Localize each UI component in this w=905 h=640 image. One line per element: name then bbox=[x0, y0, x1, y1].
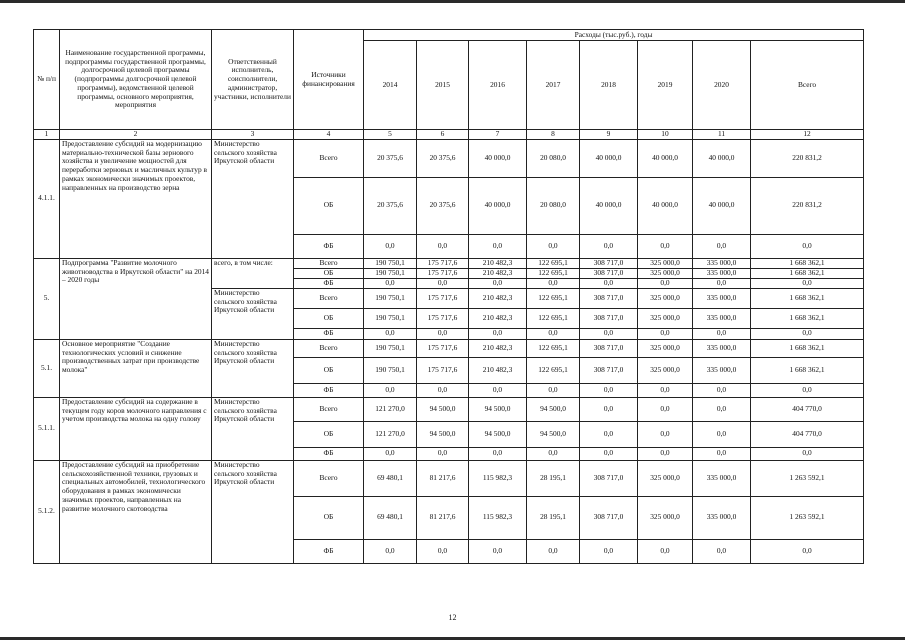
column-number: 10 bbox=[638, 130, 693, 140]
source-cell: ОБ bbox=[294, 268, 364, 278]
year-value-cell: 0,0 bbox=[693, 397, 751, 421]
year-value-cell: 0,0 bbox=[417, 539, 469, 563]
year-value-cell: 308 717,0 bbox=[580, 258, 638, 268]
table-row bbox=[34, 460, 864, 496]
year-value-cell: 121 270,0 bbox=[364, 421, 417, 447]
year-value-cell: 325 000,0 bbox=[638, 460, 693, 496]
year-value-cell: 94 500,0 bbox=[469, 421, 527, 447]
year-value-cell: 0,0 bbox=[417, 278, 469, 288]
total-value-cell: 1 668 362,1 bbox=[751, 357, 864, 383]
year-value-cell: 0,0 bbox=[638, 234, 693, 258]
year-value-cell: 0,0 bbox=[638, 328, 693, 339]
year-value-cell: 94 500,0 bbox=[527, 421, 580, 447]
total-value-cell: 0,0 bbox=[751, 278, 864, 288]
source-cell: ФБ bbox=[294, 447, 364, 460]
year-value-cell: 0,0 bbox=[417, 447, 469, 460]
year-value-cell: 308 717,0 bbox=[580, 288, 638, 308]
year-value-cell: 0,0 bbox=[469, 539, 527, 563]
total-value-cell: 1 263 592,1 bbox=[751, 496, 864, 539]
year-value-cell: 0,0 bbox=[469, 447, 527, 460]
source-cell: ОБ bbox=[294, 421, 364, 447]
total-value-cell: 1 668 362,1 bbox=[751, 268, 864, 278]
row-number-cell: 4.1.1. bbox=[34, 139, 60, 258]
scan-edge-top bbox=[0, 0, 905, 3]
year-value-cell: 28 195,1 bbox=[527, 496, 580, 539]
year-value-cell: 335 000,0 bbox=[693, 308, 751, 328]
total-value-cell: 404 770,0 bbox=[751, 421, 864, 447]
year-value-cell: 115 982,3 bbox=[469, 460, 527, 496]
row-responsible-cell: Министерство сельского хозяйства Иркутской области bbox=[212, 339, 294, 397]
year-value-cell: 0,0 bbox=[580, 383, 638, 397]
column-number: 6 bbox=[417, 130, 469, 140]
source-cell: ОБ bbox=[294, 308, 364, 328]
total-value-cell: 0,0 bbox=[751, 234, 864, 258]
year-value-cell: 69 480,1 bbox=[364, 496, 417, 539]
year-value-cell: 20 375,6 bbox=[364, 177, 417, 234]
row-name-cell: Основное мероприятие "Создание технологических условий и снижение производственных затрат при производстве молока" bbox=[60, 339, 212, 397]
year-value-cell: 335 000,0 bbox=[693, 268, 751, 278]
year-value-cell: 20 080,0 bbox=[527, 139, 580, 177]
row-responsible-cell: всего, в том числе: bbox=[212, 258, 294, 288]
total-value-cell: 1 668 362,1 bbox=[751, 258, 864, 268]
year-value-cell: 175 717,6 bbox=[417, 308, 469, 328]
header-year: 2019 bbox=[638, 41, 693, 130]
year-value-cell: 210 482,3 bbox=[469, 357, 527, 383]
year-value-cell: 28 195,1 bbox=[527, 460, 580, 496]
year-value-cell: 0,0 bbox=[638, 421, 693, 447]
source-cell: Всего bbox=[294, 288, 364, 308]
year-value-cell: 81 217,6 bbox=[417, 496, 469, 539]
year-value-cell: 335 000,0 bbox=[693, 357, 751, 383]
header-name: Наименование государственной программы, подпрограммы государственной программы, долгосрочной целевой программы (подпрограммы долгосрочной целевой программы), ведомственной целевой программы, основного мероприятия, мероприятия bbox=[60, 30, 212, 130]
year-value-cell: 20 375,6 bbox=[417, 177, 469, 234]
column-number-row bbox=[34, 130, 864, 140]
year-value-cell: 210 482,3 bbox=[469, 339, 527, 357]
row-name-cell: Предоставление субсидий на модернизацию материально-технической базы зернового хозяйства и увеличение мощностей для переработки зерновых и масличных культур в рамках экономически значимых проектов, направленных на производство зерна bbox=[60, 139, 212, 258]
year-value-cell: 0,0 bbox=[693, 234, 751, 258]
source-cell: Всего bbox=[294, 258, 364, 268]
row-name-cell: Подпрограмма "Развитие молочного животноводства в Иркутской области" на 2014 – 2020 годы bbox=[60, 258, 212, 339]
year-value-cell: 0,0 bbox=[364, 328, 417, 339]
source-cell: ФБ bbox=[294, 383, 364, 397]
year-value-cell: 335 000,0 bbox=[693, 258, 751, 268]
year-value-cell: 0,0 bbox=[527, 383, 580, 397]
total-value-cell: 1 263 592,1 bbox=[751, 460, 864, 496]
total-value-cell: 404 770,0 bbox=[751, 397, 864, 421]
year-value-cell: 0,0 bbox=[417, 234, 469, 258]
total-value-cell: 0,0 bbox=[751, 539, 864, 563]
year-value-cell: 190 750,1 bbox=[364, 288, 417, 308]
year-value-cell: 40 000,0 bbox=[693, 139, 751, 177]
budget-table bbox=[33, 29, 864, 564]
year-value-cell: 40 000,0 bbox=[638, 139, 693, 177]
year-value-cell: 94 500,0 bbox=[417, 397, 469, 421]
header-responsible: Ответственный исполнитель, соисполнители, администратор, участники, исполнители bbox=[212, 30, 294, 130]
year-value-cell: 0,0 bbox=[638, 397, 693, 421]
header-year: 2014 bbox=[364, 41, 417, 130]
row-responsible-cell: Министерство сельского хозяйства Иркутской области bbox=[212, 288, 294, 339]
header-expenses-title: Расходы (тыс.руб.), годы bbox=[364, 30, 864, 41]
year-value-cell: 210 482,3 bbox=[469, 308, 527, 328]
year-value-cell: 20 375,6 bbox=[364, 139, 417, 177]
year-value-cell: 0,0 bbox=[364, 278, 417, 288]
year-value-cell: 0,0 bbox=[469, 328, 527, 339]
year-value-cell: 308 717,0 bbox=[580, 496, 638, 539]
year-value-cell: 122 695,1 bbox=[527, 339, 580, 357]
year-value-cell: 40 000,0 bbox=[469, 139, 527, 177]
year-value-cell: 0,0 bbox=[527, 234, 580, 258]
year-value-cell: 115 982,3 bbox=[469, 496, 527, 539]
column-number: 9 bbox=[580, 130, 638, 140]
header-year: 2018 bbox=[580, 41, 638, 130]
year-value-cell: 0,0 bbox=[580, 278, 638, 288]
year-value-cell: 175 717,6 bbox=[417, 288, 469, 308]
year-value-cell: 0,0 bbox=[527, 539, 580, 563]
table-row bbox=[34, 139, 864, 177]
total-value-cell: 1 668 362,1 bbox=[751, 308, 864, 328]
row-name-cell: Предоставление субсидий на приобретение сельскохозяйственной техники, грузовых и специальных автомобилей, технологического оборудования в рамках экономически значимых проектов, направленных на развитие молочного скотоводства bbox=[60, 460, 212, 563]
year-value-cell: 94 500,0 bbox=[417, 421, 469, 447]
year-value-cell: 0,0 bbox=[580, 539, 638, 563]
header-year: 2015 bbox=[417, 41, 469, 130]
year-value-cell: 40 000,0 bbox=[638, 177, 693, 234]
year-value-cell: 0,0 bbox=[469, 234, 527, 258]
source-cell: ОБ bbox=[294, 357, 364, 383]
year-value-cell: 0,0 bbox=[638, 383, 693, 397]
year-value-cell: 0,0 bbox=[364, 383, 417, 397]
source-cell: Всего bbox=[294, 397, 364, 421]
row-number-cell: 5.1.2. bbox=[34, 460, 60, 563]
year-value-cell: 20 375,6 bbox=[417, 139, 469, 177]
row-number-cell: 5.1.1. bbox=[34, 397, 60, 460]
row-number-cell: 5.1. bbox=[34, 339, 60, 397]
year-value-cell: 0,0 bbox=[364, 539, 417, 563]
year-value-cell: 94 500,0 bbox=[469, 397, 527, 421]
year-value-cell: 308 717,0 bbox=[580, 308, 638, 328]
year-value-cell: 121 270,0 bbox=[364, 397, 417, 421]
year-value-cell: 40 000,0 bbox=[580, 177, 638, 234]
total-value-cell: 220 831,2 bbox=[751, 139, 864, 177]
column-number: 8 bbox=[527, 130, 580, 140]
year-value-cell: 0,0 bbox=[693, 328, 751, 339]
year-value-cell: 0,0 bbox=[638, 539, 693, 563]
year-value-cell: 0,0 bbox=[469, 278, 527, 288]
year-value-cell: 81 217,6 bbox=[417, 460, 469, 496]
source-cell: ФБ bbox=[294, 539, 364, 563]
table-row bbox=[34, 258, 864, 268]
row-number-cell: 5. bbox=[34, 258, 60, 339]
year-value-cell: 0,0 bbox=[580, 397, 638, 421]
table-row bbox=[34, 397, 864, 421]
year-value-cell: 0,0 bbox=[580, 234, 638, 258]
year-value-cell: 40 000,0 bbox=[580, 139, 638, 177]
year-value-cell: 325 000,0 bbox=[638, 496, 693, 539]
source-cell: ФБ bbox=[294, 328, 364, 339]
row-responsible-cell: Министерство сельского хозяйства Иркутской области bbox=[212, 397, 294, 460]
column-number: 5 bbox=[364, 130, 417, 140]
year-value-cell: 0,0 bbox=[527, 328, 580, 339]
year-value-cell: 325 000,0 bbox=[638, 308, 693, 328]
year-value-cell: 20 080,0 bbox=[527, 177, 580, 234]
year-value-cell: 0,0 bbox=[638, 278, 693, 288]
total-value-cell: 1 668 362,1 bbox=[751, 288, 864, 308]
year-value-cell: 122 695,1 bbox=[527, 288, 580, 308]
year-value-cell: 325 000,0 bbox=[638, 268, 693, 278]
row-responsible-cell: Министерство сельского хозяйства Иркутской области bbox=[212, 460, 294, 563]
source-cell: Всего bbox=[294, 139, 364, 177]
year-value-cell: 335 000,0 bbox=[693, 460, 751, 496]
header-source: Источники финансирования bbox=[294, 30, 364, 130]
year-value-cell: 0,0 bbox=[693, 278, 751, 288]
total-value-cell: 0,0 bbox=[751, 447, 864, 460]
year-value-cell: 0,0 bbox=[469, 383, 527, 397]
row-name-cell: Предоставление субсидий на содержание в текущем году коров молочного направления с учетом производства молока на одну голову bbox=[60, 397, 212, 460]
year-value-cell: 308 717,0 bbox=[580, 357, 638, 383]
source-cell: Всего bbox=[294, 339, 364, 357]
year-value-cell: 69 480,1 bbox=[364, 460, 417, 496]
year-value-cell: 0,0 bbox=[580, 447, 638, 460]
row-responsible-cell: Министерство сельского хозяйства Иркутской области bbox=[212, 139, 294, 258]
year-value-cell: 40 000,0 bbox=[469, 177, 527, 234]
year-value-cell: 175 717,6 bbox=[417, 339, 469, 357]
header-year: 2016 bbox=[469, 41, 527, 130]
total-value-cell: 0,0 bbox=[751, 328, 864, 339]
year-value-cell: 190 750,1 bbox=[364, 268, 417, 278]
source-cell: ФБ bbox=[294, 278, 364, 288]
year-value-cell: 335 000,0 bbox=[693, 496, 751, 539]
column-number: 4 bbox=[294, 130, 364, 140]
year-value-cell: 122 695,1 bbox=[527, 268, 580, 278]
year-value-cell: 94 500,0 bbox=[527, 397, 580, 421]
year-value-cell: 122 695,1 bbox=[527, 357, 580, 383]
header-row-1 bbox=[34, 30, 864, 41]
year-value-cell: 0,0 bbox=[580, 328, 638, 339]
year-value-cell: 210 482,3 bbox=[469, 288, 527, 308]
year-value-cell: 0,0 bbox=[693, 539, 751, 563]
year-value-cell: 308 717,0 bbox=[580, 268, 638, 278]
year-value-cell: 0,0 bbox=[417, 328, 469, 339]
year-value-cell: 335 000,0 bbox=[693, 339, 751, 357]
source-cell: Всего bbox=[294, 460, 364, 496]
year-value-cell: 308 717,0 bbox=[580, 339, 638, 357]
year-value-cell: 175 717,6 bbox=[417, 258, 469, 268]
column-number: 1 bbox=[34, 130, 60, 140]
year-value-cell: 190 750,1 bbox=[364, 357, 417, 383]
year-value-cell: 0,0 bbox=[580, 421, 638, 447]
column-number: 11 bbox=[693, 130, 751, 140]
year-value-cell: 0,0 bbox=[527, 447, 580, 460]
header-year: 2017 bbox=[527, 41, 580, 130]
year-value-cell: 0,0 bbox=[693, 447, 751, 460]
header-num: № п/п bbox=[34, 30, 60, 130]
year-value-cell: 325 000,0 bbox=[638, 339, 693, 357]
year-value-cell: 210 482,3 bbox=[469, 258, 527, 268]
column-number: 12 bbox=[751, 130, 864, 140]
total-value-cell: 1 668 362,1 bbox=[751, 339, 864, 357]
year-value-cell: 308 717,0 bbox=[580, 460, 638, 496]
year-value-cell: 0,0 bbox=[693, 421, 751, 447]
page-number: 12 bbox=[448, 613, 457, 622]
year-value-cell: 0,0 bbox=[638, 447, 693, 460]
year-value-cell: 325 000,0 bbox=[638, 357, 693, 383]
year-value-cell: 325 000,0 bbox=[638, 258, 693, 268]
header-total: Всего bbox=[751, 41, 864, 130]
header-year: 2020 bbox=[693, 41, 751, 130]
year-value-cell: 175 717,6 bbox=[417, 268, 469, 278]
year-value-cell: 335 000,0 bbox=[693, 288, 751, 308]
column-number: 7 bbox=[469, 130, 527, 140]
year-value-cell: 190 750,1 bbox=[364, 339, 417, 357]
year-value-cell: 0,0 bbox=[417, 383, 469, 397]
year-value-cell: 175 717,6 bbox=[417, 357, 469, 383]
year-value-cell: 325 000,0 bbox=[638, 288, 693, 308]
total-value-cell: 220 831,2 bbox=[751, 177, 864, 234]
year-value-cell: 0,0 bbox=[527, 278, 580, 288]
year-value-cell: 122 695,1 bbox=[527, 258, 580, 268]
column-number: 3 bbox=[212, 130, 294, 140]
table-row bbox=[34, 339, 864, 357]
year-value-cell: 190 750,1 bbox=[364, 308, 417, 328]
column-number: 2 bbox=[60, 130, 212, 140]
year-value-cell: 40 000,0 bbox=[693, 177, 751, 234]
year-value-cell: 0,0 bbox=[364, 447, 417, 460]
total-value-cell: 0,0 bbox=[751, 383, 864, 397]
source-cell: ОБ bbox=[294, 177, 364, 234]
source-cell: ФБ bbox=[294, 234, 364, 258]
source-cell: ОБ bbox=[294, 496, 364, 539]
year-value-cell: 190 750,1 bbox=[364, 258, 417, 268]
year-value-cell: 122 695,1 bbox=[527, 308, 580, 328]
year-value-cell: 210 482,3 bbox=[469, 268, 527, 278]
year-value-cell: 0,0 bbox=[693, 383, 751, 397]
year-value-cell: 0,0 bbox=[364, 234, 417, 258]
